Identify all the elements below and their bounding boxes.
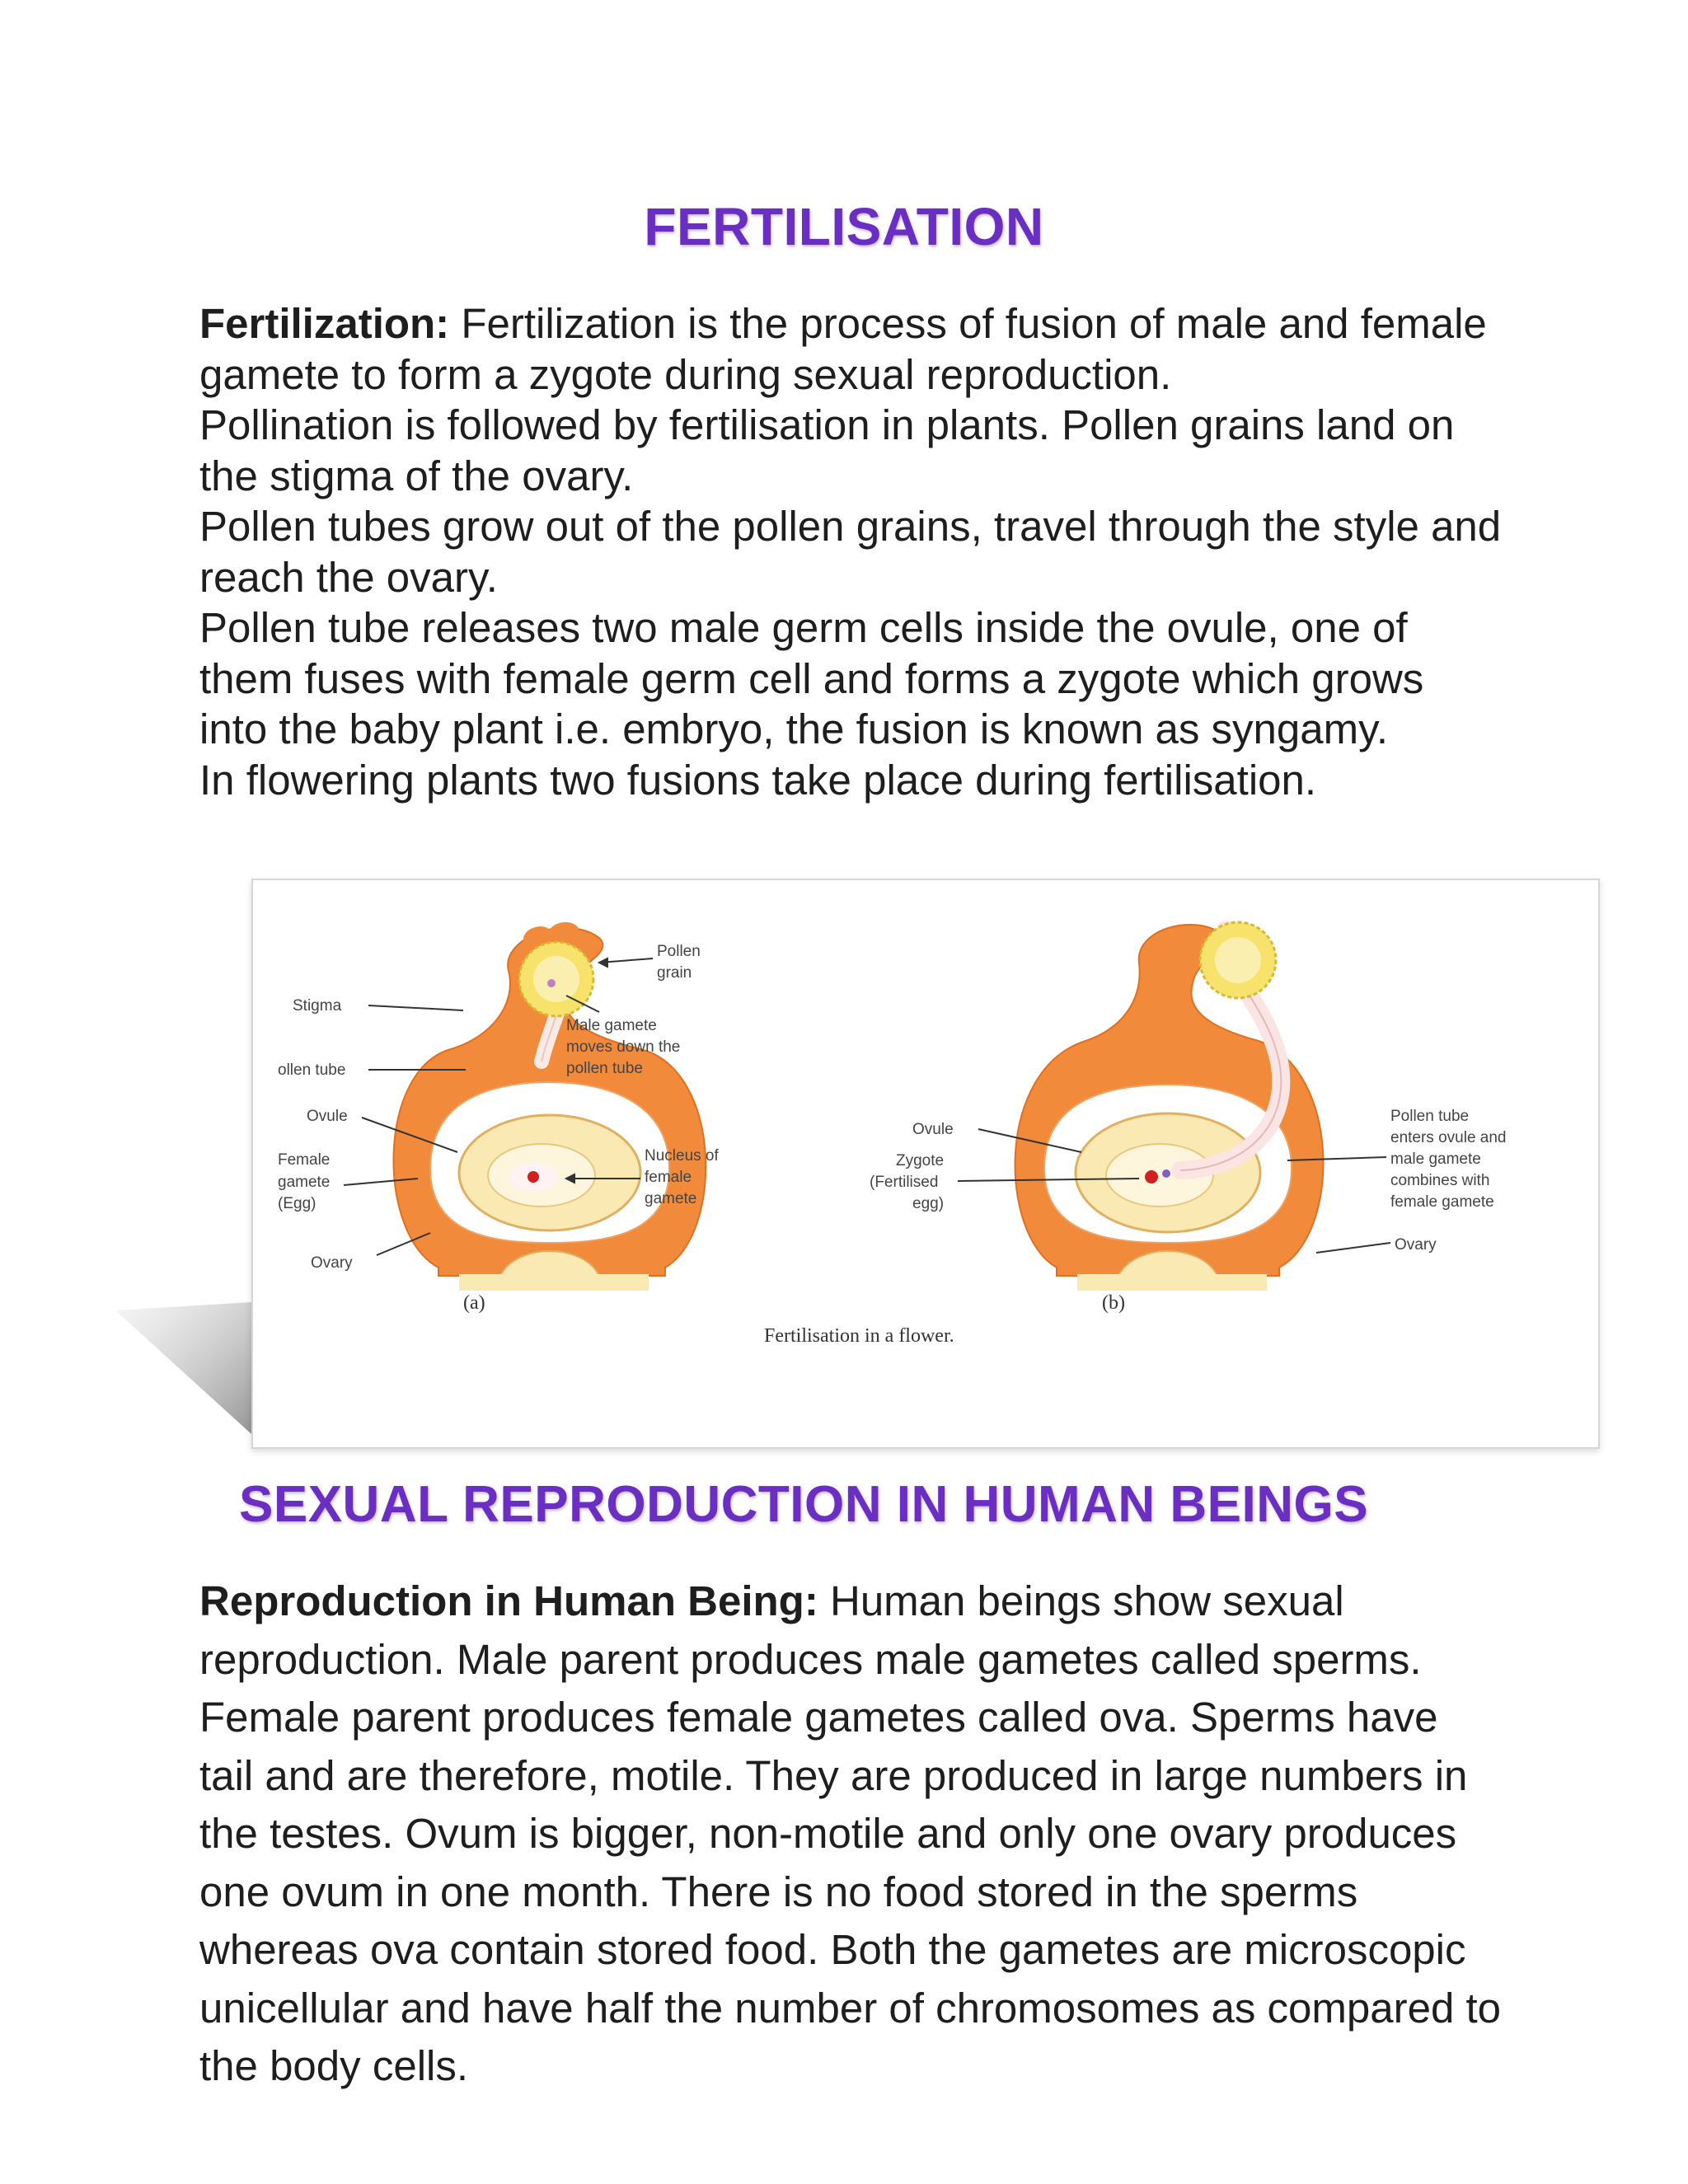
label-nucleus-1: Nucleus of <box>645 1147 719 1165</box>
human-lead: Reproduction in Human Being: <box>199 1577 818 1624</box>
human-reproduction-heading: SEXUAL REPRODUCTION IN HUMAN BEINGS <box>239 1476 1369 1533</box>
label-zygote-2: (Fertilised <box>870 1174 939 1191</box>
fertilisation-figure <box>251 879 1600 1449</box>
label-nucleus-2: female <box>645 1169 692 1186</box>
label-male-gamete-3: pollen tube <box>566 1060 643 1077</box>
egg-nucleus-a <box>528 1171 539 1183</box>
fertilisation-line-5: In flowering plants two fusions take place during fertilisation. <box>199 756 1317 804</box>
label-pollen-grain-2: grain <box>657 964 692 982</box>
fertilisation-paragraph <box>199 298 1502 805</box>
fertilisation-line-1: Fertilization is the process of fusion of male and female gamete to form a zygote during sexual reproduction. <box>199 300 1487 398</box>
tag-b: (b) <box>1102 1292 1125 1314</box>
label-pollen-grain-1: Pollen <box>657 943 701 960</box>
label-tube-b-2: enters ovule and <box>1390 1129 1507 1146</box>
label-pollen-tube-a: ollen tube <box>278 1062 346 1079</box>
label-male-gamete-1: Male gamete <box>566 1017 657 1034</box>
label-tube-b-3: male gamete <box>1390 1151 1481 1168</box>
human-reproduction-text <box>199 1572 1502 2096</box>
label-stigma: Stigma <box>293 997 342 1015</box>
label-ovule-a: Ovule <box>307 1108 348 1125</box>
label-nucleus-3: gamete <box>645 1190 697 1207</box>
human-body: Human beings show sexual reproduction. Male parent produces male gametes called sperms. Female parent produces female gametes called ova. Sperms have tail and are therefore, motile. They are produced in large numbers in the testes. Ovum is bigger, non-motile and only one ovary produces one ovum in one month. There is no food stored in the sperms whereas ova contain stored food. Both the gametes are microscopic unicellular and have half the number of chromosomes as compared to the body cells. <box>199 1577 1502 2089</box>
fertilisation-line-2: Pollination is followed by fertilisation in plants. Pollen grains land on the stigma of the ovary. <box>199 401 1455 499</box>
human-reproduction-paragraph <box>199 1572 1502 2096</box>
label-female-gamete-2: gamete <box>278 1174 331 1191</box>
label-zygote-1: Zygote <box>896 1152 945 1169</box>
label-tube-b-5: female gamete <box>1390 1193 1494 1211</box>
label-female-gamete-1: Female <box>278 1151 331 1169</box>
fertilisation-heading: FERTILISATION <box>644 197 1044 256</box>
tag-a: (a) <box>463 1292 485 1314</box>
svg-text:Pollen <box>657 943 701 960</box>
fertilisation-line-4: Pollen tube releases two male germ cells inside the ovule, one of them fuses with female germ cell and forms a zygote which grows into the baby plant i.e. embryo, the fusion is known as syngamy. <box>199 604 1424 752</box>
label-female-gamete-3: (Egg) <box>278 1195 316 1212</box>
zygote-b <box>1145 1170 1158 1183</box>
fertilisation-lead: Fertilization: <box>199 300 450 347</box>
diagram-a <box>278 922 719 1314</box>
label-ovule-b: Ovule <box>912 1121 954 1138</box>
flower-diagram <box>253 880 1598 1447</box>
label-tube-b-1: Pollen tube <box>1390 1108 1470 1125</box>
svg-text:grain <box>657 964 692 982</box>
label-male-gamete-2: moves down the <box>566 1038 681 1056</box>
label-tube-b-4: combines with <box>1390 1172 1490 1189</box>
fertilisation-definition <box>199 298 1502 400</box>
label-zygote-3: egg) <box>912 1195 945 1212</box>
label-ovary-a: Ovary <box>311 1254 353 1272</box>
diagram-b <box>870 922 1507 1314</box>
label-ovary-b: Ovary <box>1395 1236 1437 1254</box>
fertilisation-line-3: Pollen tubes grow out of the pollen grains, travel through the style and reach the ovary. <box>199 503 1502 601</box>
figure-caption: Fertilisation in a flower. <box>764 1325 954 1347</box>
